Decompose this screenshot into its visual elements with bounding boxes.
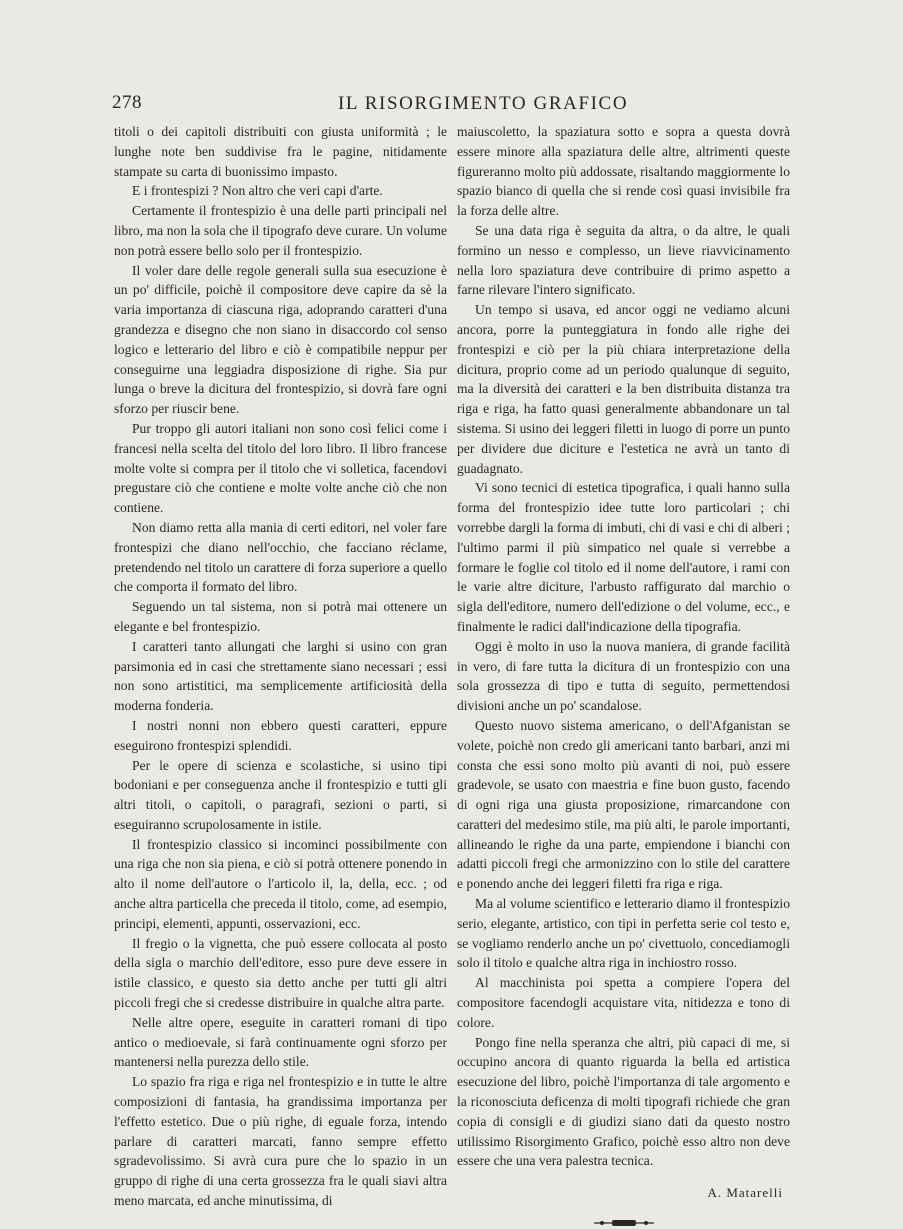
paragraph: Un tempo si usava, ed ancor oggi ne vediamo alcuni ancora, porre la punteggiatura in fondo alle righe dei frontespizi e ciò per la più chiara interpretazione della dicitura, proprio come ad un periodo qualunque di seguito, ma la diversità dei caratteri e la ben distribuita distanza tra riga e riga, ha fatto quasi generalmente abbandonare un tal sistema. Si usino dei leggeri filetti in luogo di porre un punto per dividere due diciture e l'estetica ne avrà un tanto di guadagnato. <box>457 302 790 476</box>
right-column <box>457 122 790 1229</box>
paragraph: Il fregio o la vignetta, che può essere collocata al posto della sigla o marchio dell'editore, esso pure deve essere in istile classico, e questo sia detto anche per tutti gli altri piccoli fregi che si credesse distribuire in qualche altra parte. <box>114 935 447 1011</box>
paragraph: E i frontespizi ? Non altro che veri capi d'arte. <box>132 183 383 199</box>
paragraph: Oggi è molto in uso la nuova maniera, di grande facilità in vero, di fare tutta la dicitura di un frontespizio con una sola grossezza di tipo e tutta di seguito, permettendosi divisioni anche un po' scandalose. <box>457 638 790 714</box>
left-column <box>114 122 447 1211</box>
paragraph: titoli o dei capitoli distribuiti con giusta uniformità ; le lunghe note ben suddivise fra le pagine, nitidamente stampate su carta di buonissimo impasto. <box>114 124 447 179</box>
paragraph: Se una data riga è seguita da altra, o da altre, le quali formino un nesso e complesso, un lieve riavvicinamento nella loro spaziatura deve contribuire di primo aspetto a farne rilevare l'intero significato. <box>457 222 790 298</box>
paragraph: maiuscoletto, la spaziatura sotto e sopra a questa dovrà essere minore alla spaziatura delle altre, altrimenti queste figureranno molto più addossate, risaltando maggiormente lo spazio bianco di quella che si rende così quasi invisibile fra la forza delle altre. <box>457 124 790 219</box>
paragraph: Il voler dare delle regole generali sulla sua esecuzione è un po' difficile, poichè il compositore deve capire da sè la varia importanza di ciascuna riga, adoprando caratteri d'una grandezza e disegno che non siano in disaccordo col senso logico e letterario del libro e ciò è compatibile neppur per conseguirne una leggiadra disposizione di righe. Sia pur lunga o breve la dicitura del frontespizio, si dovrà fare ogni sforzo per riuscir bene. <box>114 262 447 417</box>
paragraph: Vi sono tecnici di estetica tipografica, i quali hanno sulla forma del frontespizio idee tutte loro particolari ; chi vorrebbe dargli la forma di imbuti, chi di vasi e chi di alberi ; l'ultimo parmi il più simpatico nel quale si verrebbe a formare le foglie col titolo ed il nome dell'autore, i rami con le varie altre diciture, l'arbusto raffigurato dal marchio o sigla dell'editore, numero dell'edizione o del volume, ecc., e finalmente le radici dall'indicazione della tipografia. <box>457 480 790 634</box>
paragraph: Ma al volume scientifico e letterario diamo il frontespizio serio, elegante, artistico, con tipi in perfetta serie col testo e, se vogliamo renderlo anche un po' civettuolo, concediamogli solo il titolo e qualche altra riga in inchiostro rosso. <box>457 896 790 971</box>
paragraph: Al macchinista poi spetta a compiere l'opera del compositore facendogli acquistare vita, nitidezza e tono di colore. <box>457 975 790 1030</box>
paragraph: I nostri nonni non ebbero questi caratteri, eppure eseguirono frontespizi splendidi. <box>114 717 447 753</box>
end-ornament-icon <box>592 1217 656 1229</box>
paragraph: Certamente il frontespizio è una delle parti principali nel libro, ma non la sola che il tipografo deve curare. Un volume non potrà essere bello solo per il frontespizio. <box>114 203 447 258</box>
paragraph: Non diamo retta alla mania di certi editori, nel voler fare frontespizi che diano nell'occhio, che facciano réclame, pretendendo nel titolo un carattere di forza superiore a quello che comporta il formato del libro. <box>114 519 447 595</box>
paragraph: Questo nuovo sistema americano, o dell'Afganistan se volete, poichè non credo gli americani tanto barbari, anzi mi consta che essi sono molto più avanti di noi, può essere gradevole, se usato con maestria e fine buon gusto, facendo di ogni riga una giusta proposizione, rimarcandone con caratteri del medesimo stile, ma più alti, le parole importanti, allineando le righe da una parte, empiendone i bianchi con adatti piccoli fregi che armonizzino con lo stile del carattere e ponendo anche dei leggeri filetti fra riga e riga. <box>457 717 790 892</box>
paragraph: Pongo fine nella speranza che altri, più capaci di me, si occupino ancora di quanto riguarda la bella ed artistica esecuzione del libro, poichè l'importanza di tale argomento e la riconosciuta deficenza di molti tipografi richiede che gran copia di consigli e di giudizi siano dati da questo nostro utilissimo Risorgimento Grafico, poichè esso altro non deve essere che una vera palestra tecnica. <box>457 1034 790 1169</box>
paragraph: Lo spazio fra riga e riga nel frontespizio e in tutte le altre composizioni di fantasia, ha grandissima importanza per l'effetto estetico. Due o più righe, di eguale forza, intendo parlare di caratteri marcati, fanno sempre effetto sgradevolissimo. Si avrà cura pure che lo spazio in un gruppo di righe di una certa grossezza fra le quali siavi altra meno marcata, ed anche minutissima, di <box>114 1074 447 1209</box>
running-title: IL RISORGIMENTO GRAFICO <box>338 93 629 114</box>
paragraph: Nelle altre opere, eseguite in caratteri romani di tipo antico o medioevale, si farà continuamente ogni sforzo per mantenersi nella purezza dello stile. <box>114 1014 447 1070</box>
paragraph: Il frontespizio classico si incominci possibilmente con una riga che non sia piena, e ciò si potrà ottenere ponendo in alto il nome dell'autore o l'articolo il, la, della, ecc. ; od anche altra particella che preceda il titolo, come, ad esempio, principi, elementi, appunti, osservazioni, ecc. <box>114 836 447 931</box>
author-signature: A. Matarelli <box>707 1185 783 1201</box>
page-number: 278 <box>112 92 142 113</box>
paragraph: Seguendo un tal sistema, non si potrà mai ottenere un elegante e bel frontespizio. <box>114 599 447 634</box>
paragraph: Pur troppo gli autori italiani non sono così felici come i francesi nella scelta del titolo del loro libro. Il libro francese molte volte si compra per il titolo che vi solletica, facendovi pregustare ciò che contiene e molte volte anche ciò che non contiene. <box>114 420 447 516</box>
paragraph: I caratteri tanto allungati che larghi si usino con gran parsimonia ed in casi che strettamente siano necessari ; essi non sono artistitici, ma semplicemente artificiosità della moderna fonderia. <box>114 638 447 714</box>
paragraph: Per le opere di scienza e scolastiche, si usino tipi bodoniani e per conseguenza anche il frontespizio e tutti gli altri titoli, o capitoli, o paragrafi, sezioni o parti, si eseguiranno scrupolosamente in istile. <box>114 757 447 832</box>
